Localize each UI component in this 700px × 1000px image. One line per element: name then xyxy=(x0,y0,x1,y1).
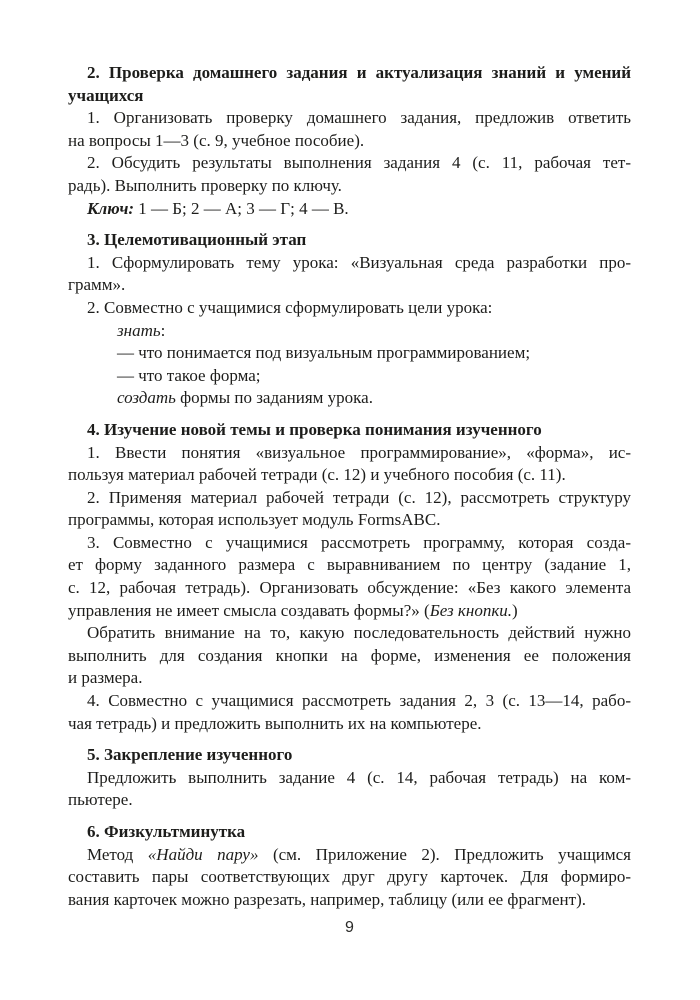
section-heading xyxy=(68,229,631,252)
text-segment: пользуя материал рабочей тетради (с. 12) и учебного пособия (с. 11). xyxy=(68,465,566,485)
text-segment: составить пары соответствующих друг другу карточек. Для формиро- xyxy=(68,867,631,887)
text-segment: 1 — Б; 2 — А; 3 — Г; 4 — В. xyxy=(134,198,349,218)
text-segment: Метод xyxy=(87,844,148,864)
text-segment: программы, которая использует модуль FormsABC. xyxy=(68,510,441,530)
text-segment: 6. Физкультминутка xyxy=(87,822,246,841)
text-segment: выполнить для создания кнопки на форме, изменения ее положения xyxy=(68,645,631,665)
text-segment: 2. Проверка домашнего задания и актуализация знаний и умений xyxy=(87,63,631,82)
text-segment: — что понимается под визуальным программированием; xyxy=(117,343,531,363)
text-line xyxy=(68,532,631,555)
text-segment: на вопросы 1—3 (с. 9, учебное пособие). xyxy=(68,130,365,150)
text-segment: 1. Организовать проверку домашнего задания, предложив ответить xyxy=(87,108,631,128)
text-line xyxy=(68,690,631,713)
text-line xyxy=(68,342,631,365)
text-segment: грамм». xyxy=(68,275,126,295)
text-segment: 5. Закрепление изученного xyxy=(87,745,293,765)
page-content xyxy=(68,53,631,911)
text-line xyxy=(68,866,631,889)
text-segment: управления не имеет смысла создавать формы?» ( xyxy=(68,600,430,620)
text-segment: создать xyxy=(117,388,176,408)
text-segment: 2. Обсудить результаты выполнения задания 4 (с. 11, рабочая тет- xyxy=(87,153,631,173)
paragraph xyxy=(68,152,631,197)
text-segment: 2. Применяя материал рабочей тетради (с. 12), рассмотреть структуру xyxy=(87,487,631,507)
paragraph xyxy=(68,622,631,690)
text-segment: 3. Целемотивационный этап xyxy=(87,230,307,250)
text-line xyxy=(68,297,631,320)
text-line xyxy=(68,198,631,221)
paragraph xyxy=(68,320,631,410)
text-line xyxy=(68,789,631,812)
text-line xyxy=(68,645,631,668)
paragraph xyxy=(68,844,631,912)
paragraph xyxy=(68,297,631,320)
paragraph xyxy=(68,767,631,812)
text-segment: Обратить внимание на то, какую последовательность действий нужно xyxy=(87,623,631,643)
section-heading xyxy=(68,744,631,767)
paragraph xyxy=(68,487,631,532)
text-line xyxy=(68,387,631,410)
section-heading xyxy=(68,62,631,107)
text-line xyxy=(68,130,631,153)
section-heading xyxy=(68,419,631,442)
paragraph xyxy=(68,252,631,297)
text-line xyxy=(68,85,631,108)
text-segment: — что такое форма; xyxy=(117,365,261,385)
text-line xyxy=(68,152,631,175)
text-segment: 1. Ввести понятия «визуальное программирование», «форма», ис- xyxy=(87,442,631,462)
text-line xyxy=(68,767,631,790)
text-line xyxy=(68,274,631,297)
text-segment: Ключ: xyxy=(87,198,135,218)
text-segment: знать xyxy=(117,320,161,340)
text-line xyxy=(68,252,631,275)
text-segment: учащихся xyxy=(68,85,144,105)
text-segment: 4. Изучение новой темы и проверка понимания изученного xyxy=(87,419,542,439)
text-segment: и размера. xyxy=(68,668,143,688)
text-line xyxy=(68,821,631,844)
text-segment: Без кнопки. xyxy=(429,600,513,620)
paragraph xyxy=(68,532,631,622)
text-segment: с. 12, рабочая тетрадь). Организовать обсуждение: «Без какого элемента xyxy=(68,578,631,598)
text-line xyxy=(68,554,631,577)
text-segment: чая тетрадь) и предложить выполнить их на компьютере. xyxy=(68,713,482,733)
page-number xyxy=(68,919,631,937)
text-segment: 3. Совместно с учащимися рассмотреть программу, которая созда- xyxy=(87,532,631,552)
text-line xyxy=(68,442,631,465)
text-segment: 2. Совместно с учащимися сформулировать цели урока: xyxy=(87,297,493,317)
text-line xyxy=(68,320,631,343)
text-line xyxy=(68,622,631,645)
text-line xyxy=(68,889,631,912)
text-line xyxy=(68,487,631,510)
paragraph xyxy=(68,107,631,152)
text-line xyxy=(68,577,631,600)
text-line xyxy=(68,600,631,623)
text-segment: 1. Сформулировать тему урока: «Визуальная среда разработки про- xyxy=(87,252,631,272)
text-line xyxy=(68,844,631,867)
text-segment: (см. Приложение 2). Предложить учащимся xyxy=(258,844,632,864)
text-segment: вания карточек можно разрезать, например, таблицу (или ее фрагмент). xyxy=(68,889,586,909)
text-line xyxy=(68,229,631,252)
text-line xyxy=(68,419,631,442)
text-line xyxy=(68,464,631,487)
text-line xyxy=(68,365,631,388)
text-line xyxy=(68,175,631,198)
text-segment: 4. Совместно с учащимися рассмотреть задания 2, 3 (с. 13—14, рабо- xyxy=(87,691,631,711)
text-segment: формы по заданиям урока. xyxy=(175,388,373,408)
text-line xyxy=(68,509,631,532)
section-heading xyxy=(68,821,631,844)
text-segment: : xyxy=(160,320,166,340)
text-line xyxy=(68,713,631,736)
text-line xyxy=(68,62,631,85)
text-segment: «Найди пару» xyxy=(147,844,259,864)
text-segment: ет форму заданного размера с выравниванием по центру (задание 1, xyxy=(68,555,631,575)
paragraph xyxy=(68,690,631,735)
text-line xyxy=(68,667,631,690)
page-number-value: 9 xyxy=(345,919,354,936)
text-line xyxy=(68,744,631,767)
text-line xyxy=(68,107,631,130)
text-segment: ) xyxy=(512,600,518,620)
text-segment: Предложить выполнить задание 4 (с. 14, рабочая тетрадь) на ком- xyxy=(87,767,631,787)
text-segment: пьютере. xyxy=(68,790,133,810)
paragraph xyxy=(68,198,631,221)
paragraph xyxy=(68,442,631,487)
text-segment: радь). Выполнить проверку по ключу. xyxy=(68,175,342,195)
